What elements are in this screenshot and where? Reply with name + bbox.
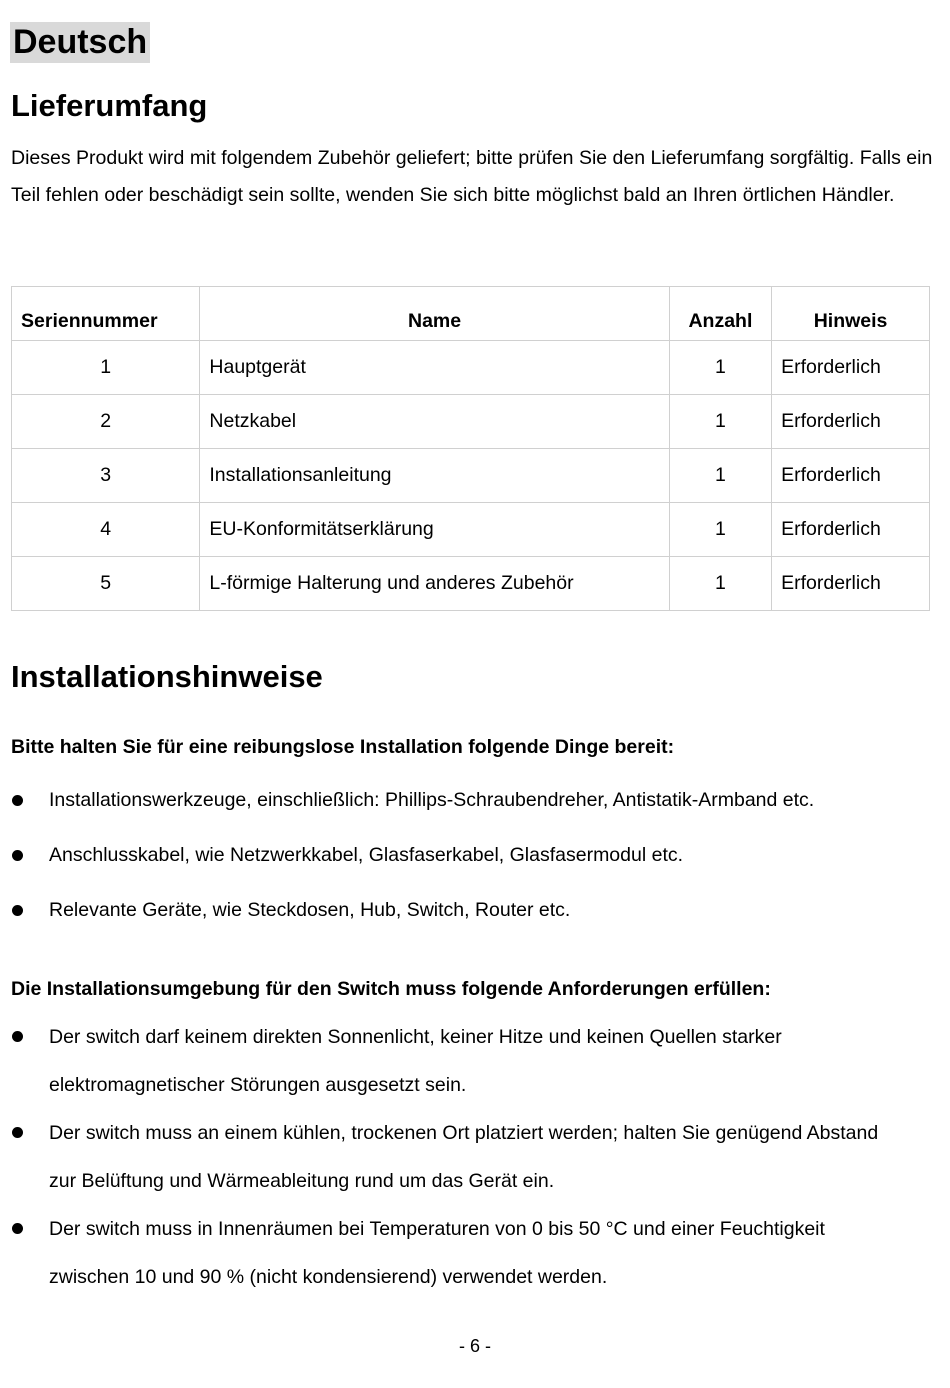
cell-note: Erforderlich xyxy=(772,449,930,503)
language-label: Deutsch xyxy=(10,22,150,63)
list-item-text: Der switch darf keinem direkten Sonnenlicht, keiner Hitze und keinen Quellen starker elektromagnetischer Störungen ausgesetzt sein. xyxy=(49,1026,782,1096)
cell-name: Hauptgerät xyxy=(200,341,669,395)
list-item xyxy=(0,1013,900,1109)
scope-intro: Dieses Produkt wird mit folgendem Zubehör geliefert; bitte prüfen Sie den Lieferumfang sorgfältig. Falls ein Teil fehlen oder beschädigt sein sollte, wenden Sie sich bitte möglichst bald an Ihren örtlichen Händler. xyxy=(11,147,933,206)
list-item xyxy=(0,843,930,898)
cell-note: Erforderlich xyxy=(772,557,930,611)
scope-table xyxy=(11,286,930,611)
cell-serial: 5 xyxy=(12,557,200,611)
cell-serial: 4 xyxy=(12,503,200,557)
header-quantity: Anzahl xyxy=(669,287,771,341)
table-row xyxy=(12,557,930,611)
cell-serial: 3 xyxy=(12,449,200,503)
cell-name: Netzkabel xyxy=(200,395,669,449)
cell-name: EU-Konformitätserklärung xyxy=(200,503,669,557)
list-item xyxy=(0,1109,900,1205)
bullet-icon xyxy=(12,905,23,916)
table-row xyxy=(12,503,930,557)
header-name: Name xyxy=(200,287,669,341)
list-item-text: Installationswerkzeuge, einschließlich: Phillips-Schraubendreher, Antistatik-Armband etc. xyxy=(49,789,815,811)
bullet-icon xyxy=(12,1223,23,1234)
cell-serial: 1 xyxy=(12,341,200,395)
list-item-text: Relevante Geräte, wie Steckdosen, Hub, Switch, Router etc. xyxy=(49,899,571,921)
cell-name: L-förmige Halterung und anderes Zubehör xyxy=(200,557,669,611)
cell-quantity: 1 xyxy=(669,503,771,557)
table-header-row xyxy=(12,287,930,341)
environment-lead: Die Installationsumgebung für den Switch muss folgende Anforderungen erfüllen: xyxy=(11,978,771,1000)
header-serial: Seriennummer xyxy=(12,287,200,341)
bullet-icon xyxy=(12,795,23,806)
bullet-icon xyxy=(12,850,23,861)
list-item xyxy=(0,898,930,953)
cell-quantity: 1 xyxy=(669,341,771,395)
scope-heading: Lieferumfang xyxy=(11,88,208,123)
list-item xyxy=(0,1205,900,1301)
cell-serial: 2 xyxy=(12,395,200,449)
list-item-text: Der switch muss an einem kühlen, trockenen Ort platziert werden; halten Sie genügend Abstand zur Belüftung und Wärmeableitung rund um das Gerät ein. xyxy=(49,1122,879,1192)
table-row xyxy=(12,449,930,503)
cell-quantity: 1 xyxy=(669,395,771,449)
cell-note: Erforderlich xyxy=(772,503,930,557)
page-number: - 6 - xyxy=(458,1336,491,1356)
header-note: Hinweis xyxy=(772,287,930,341)
environment-list xyxy=(0,1013,900,1301)
list-item-text: Anschlusskabel, wie Netzwerkkabel, Glasfaserkabel, Glasfasermodul etc. xyxy=(49,844,684,866)
cell-note: Erforderlich xyxy=(772,395,930,449)
list-item-text: Der switch muss in Innenräumen bei Temperaturen von 0 bis 50 °C und einer Feuchtigkeit zwischen 10 und 90 % (nicht kondensierend) verwendet werden. xyxy=(49,1218,825,1288)
prepare-list xyxy=(0,788,930,953)
prepare-lead: Bitte halten Sie für eine reibungslose Installation folgende Dinge bereit: xyxy=(11,736,675,758)
cell-name: Installationsanleitung xyxy=(200,449,669,503)
cell-quantity: 1 xyxy=(669,557,771,611)
list-item xyxy=(0,788,930,843)
bullet-icon xyxy=(12,1127,23,1138)
table-row xyxy=(12,395,930,449)
bullet-icon xyxy=(12,1031,23,1042)
cell-note: Erforderlich xyxy=(772,341,930,395)
installation-heading: Installationshinweise xyxy=(11,659,323,694)
table-row xyxy=(12,341,930,395)
cell-quantity: 1 xyxy=(669,449,771,503)
